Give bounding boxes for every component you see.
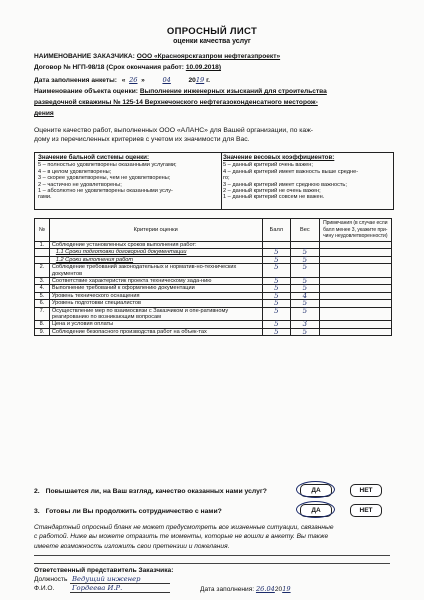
criteria-row-note[interactable] (319, 264, 391, 278)
intro-text (34, 126, 394, 145)
representative-label: Ответственный представитель Заказчика: (34, 567, 174, 574)
criteria-row-note[interactable] (319, 307, 391, 321)
question-1-yes-button[interactable]: ДА (300, 484, 332, 497)
name-value: Гордеева И.Р. (72, 584, 123, 592)
score-legend-item: 4 – в целом удовлетворены; (38, 168, 112, 175)
weight-legend-item: 3 – данный критерий имеет среднюю важность; (223, 181, 347, 188)
criteria-row-ves[interactable]: 5 (291, 249, 319, 256)
criteria-row-num: 7. (35, 307, 50, 321)
criteria-row-ves[interactable]: 4 (291, 292, 319, 299)
intro-line-2: дому из перечисленных критериев с учетом их значимости для Вас. (34, 136, 250, 144)
weight-legend-item: го; (223, 175, 230, 182)
criteria-row (35, 264, 392, 278)
criteria-row-ball[interactable]: 5 (262, 249, 291, 256)
criteria-row-ves[interactable]: 5 (291, 264, 319, 278)
customer-line (34, 53, 280, 60)
customer-value: ООО «Красноярскгазпром нефтегазпроект» (136, 53, 281, 60)
fill-date-year: 19 (195, 76, 205, 84)
criteria-row-note[interactable] (319, 300, 391, 307)
intro-line-1: Оцените качество работ, выполненных ООО «АЛАНС» для Вашей организации, по каж- (34, 127, 314, 134)
question-1-selection-circle (296, 481, 335, 498)
question-1-num: 2. (34, 488, 40, 495)
criteria-row-ves[interactable]: 5 (291, 256, 319, 263)
question-2-text: Готовы ли Вы продолжить сотрудничество с нами? (45, 508, 222, 515)
criteria-header-row (35, 219, 392, 242)
criteria-row-num: 9. (35, 328, 50, 335)
criteria-row (35, 285, 392, 292)
criteria-row-text: Осуществление мер по взаимосвязи с Заказчиком и опе-ративному реагированию по возникающим вопросам (49, 307, 262, 321)
scale-legend (34, 152, 394, 210)
date-value: 26.04 (255, 585, 275, 593)
weight-legend-item: 2 – данный критерий не очень важен; (223, 188, 321, 195)
criteria-row-num (35, 249, 50, 256)
col-note-header: Примечания (в случае если балл менее 3, укажите при-чину неудовлетворенности) (319, 219, 391, 242)
criteria-row-num (35, 256, 50, 263)
criteria-row-ves[interactable]: 5 (291, 300, 319, 307)
date-label: Дата заполнения: (200, 586, 255, 593)
criteria-row-num: 5. (35, 292, 50, 299)
score-legend-item: 3 – скорее удовлетворены, чем не удовлетворены; (38, 175, 171, 182)
date-year: 19 (282, 585, 291, 593)
criteria-row-ves[interactable]: 5 (291, 278, 319, 285)
position-value: Ведущий инженер (72, 575, 141, 583)
object-value-1: Выполнение инженерных изысканий для строительства (139, 88, 327, 95)
criteria-row-ves[interactable]: 3 (291, 321, 319, 328)
score-legend-item: 5 – полностью удовлетворены оказанными услугами; (38, 162, 177, 169)
score-legend-title: Значение бальной системы оценки: (38, 154, 150, 161)
score-legend-item: гами. (38, 194, 52, 201)
fill-date-day: 26 (129, 76, 138, 84)
object-value-2: разведочной скважины № 125-14 Верхнечонского нефтегазоконденсатного месторож- (34, 99, 318, 106)
criteria-row-num: 1. (35, 242, 50, 249)
criteria-row-ball[interactable]: 5 (262, 307, 291, 321)
criteria-row (35, 307, 392, 321)
fill-date-close-quote: » (141, 77, 145, 84)
position-label: Должность (34, 576, 68, 583)
criteria-body (35, 242, 392, 336)
question-2-no-button[interactable]: НЕТ (350, 504, 382, 517)
question-2 (34, 508, 222, 515)
criteria-row-text: Соответствие характеристик проекта техническому зада-нию (49, 278, 262, 285)
question-2-num: 3. (34, 508, 40, 515)
comment-line[interactable] (34, 563, 390, 564)
contract-date: 10.09.2018) (185, 64, 222, 71)
weight-legend (223, 155, 391, 201)
fill-date-line (34, 76, 210, 84)
criteria-row-note[interactable] (319, 242, 391, 249)
weight-legend-item: 4 – данный критерий имеет важность выше средне- (223, 168, 359, 175)
weight-legend-title: Значение весовых коэффициентов: (223, 154, 335, 161)
col-num-header: № (35, 219, 50, 242)
criteria-row (35, 321, 392, 328)
freeform-instructions (34, 523, 390, 551)
criteria-row-ball[interactable]: 5 (262, 285, 291, 292)
col-ball-header: Балл (262, 219, 291, 242)
name-label: Ф.И.О. (34, 585, 55, 592)
criteria-row-note[interactable] (319, 256, 391, 263)
date-year-prefix: 20 (274, 586, 283, 593)
fill-date-month: 04 (162, 76, 171, 84)
object-value-3: дения (34, 110, 54, 117)
question-2-yes-button[interactable]: ДА (300, 504, 332, 517)
criteria-row-ball[interactable]: 5 (262, 292, 291, 299)
freeform-line-2: с работой. Ниже вы можете отразить те моменты, которые не вошли в анкету. Вы также (34, 533, 329, 541)
criteria-row (35, 242, 392, 249)
contract-label: Договор № НГП-98/18 (Срок окончания работ: (34, 64, 184, 71)
criteria-row-ball[interactable]: 5 (262, 321, 291, 328)
criteria-row-ball[interactable]: 5 (262, 300, 291, 307)
question-1-text: Повышается ли, на Ваш взгляд, качество оказанных нами услуг? (45, 488, 267, 495)
criteria-row-ves[interactable]: 5 (291, 328, 319, 335)
criteria-row-note[interactable] (319, 249, 391, 256)
criteria-row-ves[interactable]: 5 (291, 285, 319, 292)
freeform-line-1: Стандартный опросный бланк не может предусмотреть все жизненные ситуации, связанные (34, 524, 334, 531)
comment-line[interactable] (34, 555, 390, 556)
col-ves-header: Вес (291, 219, 319, 242)
criteria-row-ball[interactable]: 5 (262, 328, 291, 335)
criteria-row-note[interactable] (319, 321, 391, 328)
score-legend-item: 2 – частично не удовлетворены; (38, 181, 122, 188)
criteria-row-text: 1.2 Сроки выполнения работ (49, 256, 262, 263)
criteria-row-ball[interactable]: 5 (262, 278, 291, 285)
criteria-row (35, 256, 392, 263)
object-label: Наименование объекта оценки: (34, 88, 139, 95)
fill-date-year-prefix: 20 (188, 77, 196, 84)
customer-label: НАИМЕНОВАНИЕ ЗАКАЗЧИКА: (34, 53, 135, 60)
criteria-row-text: Выполнение требований к оформлению документации (49, 285, 262, 292)
criteria-row (35, 300, 392, 307)
question-2-selection-circle (296, 501, 335, 518)
criteria-row-num: 6. (35, 300, 50, 307)
criteria-row-note[interactable] (319, 285, 391, 292)
criteria-row-num: 4. (35, 285, 50, 292)
weight-legend-item: 1 – данный критерий совсем не важен. (223, 194, 325, 201)
name-underline (70, 592, 170, 593)
criteria-row-note[interactable] (319, 292, 391, 299)
criteria-row-text: Соблюдение требований законодательных и норматив-но-технических документов (49, 264, 262, 278)
criteria-row-text: Соблюдение установленных сроков выполнения работ: (49, 242, 262, 249)
criteria-row-text: Соблюдение безопасного производства работ на объек-тах (49, 328, 262, 335)
fill-date-label-bottom (200, 585, 291, 593)
score-legend-item: 1 – абсолютно не удовлетворены оказанными услу- (38, 188, 173, 195)
criteria-row-text: Уровень подготовки специалистов (49, 300, 262, 307)
freeform-line-3: имеете возможность изложить свои претензии и пожелания. (34, 542, 230, 550)
col-criteria-header: Критерии оценки (49, 219, 262, 242)
criteria-table (34, 218, 392, 336)
criteria-row-note[interactable] (319, 278, 391, 285)
criteria-row (35, 328, 392, 335)
criteria-row (35, 292, 392, 299)
criteria-row-text: 1.1 Сроки подготовки договорной документации (49, 249, 262, 256)
fill-date-open-quote: « (121, 77, 126, 84)
question-1 (34, 488, 267, 495)
fill-date-label: Дата заполнения анкеты: (34, 77, 117, 84)
question-1-no-button[interactable]: НЕТ (350, 484, 382, 497)
contract-line (34, 64, 221, 71)
page-title: ОПРОСНЫЙ ЛИСТ (166, 26, 258, 37)
object-line-1 (34, 88, 327, 95)
criteria-row-num: 2. (35, 264, 50, 278)
fill-date-year-suffix: г. (206, 77, 210, 84)
weight-legend-item: 5 – данный критерий очень важен; (223, 162, 313, 169)
criteria-row-text: Уровень технического оснащения (49, 292, 262, 299)
criteria-row-ves[interactable]: 5 (291, 307, 319, 321)
criteria-row-ball[interactable]: 5 (262, 256, 291, 263)
criteria-row-num: 3. (35, 278, 50, 285)
criteria-row-num: 8. (35, 321, 50, 328)
criteria-row-ball[interactable]: 5 (262, 264, 291, 278)
scale-divider (221, 153, 222, 209)
page-subtitle: оценки качества услуг (173, 38, 251, 45)
score-legend (38, 155, 220, 201)
criteria-row-note[interactable] (319, 328, 391, 335)
criteria-row (35, 278, 392, 285)
criteria-row-text: Цена и условия оплаты (49, 321, 262, 328)
criteria-row (35, 249, 392, 256)
